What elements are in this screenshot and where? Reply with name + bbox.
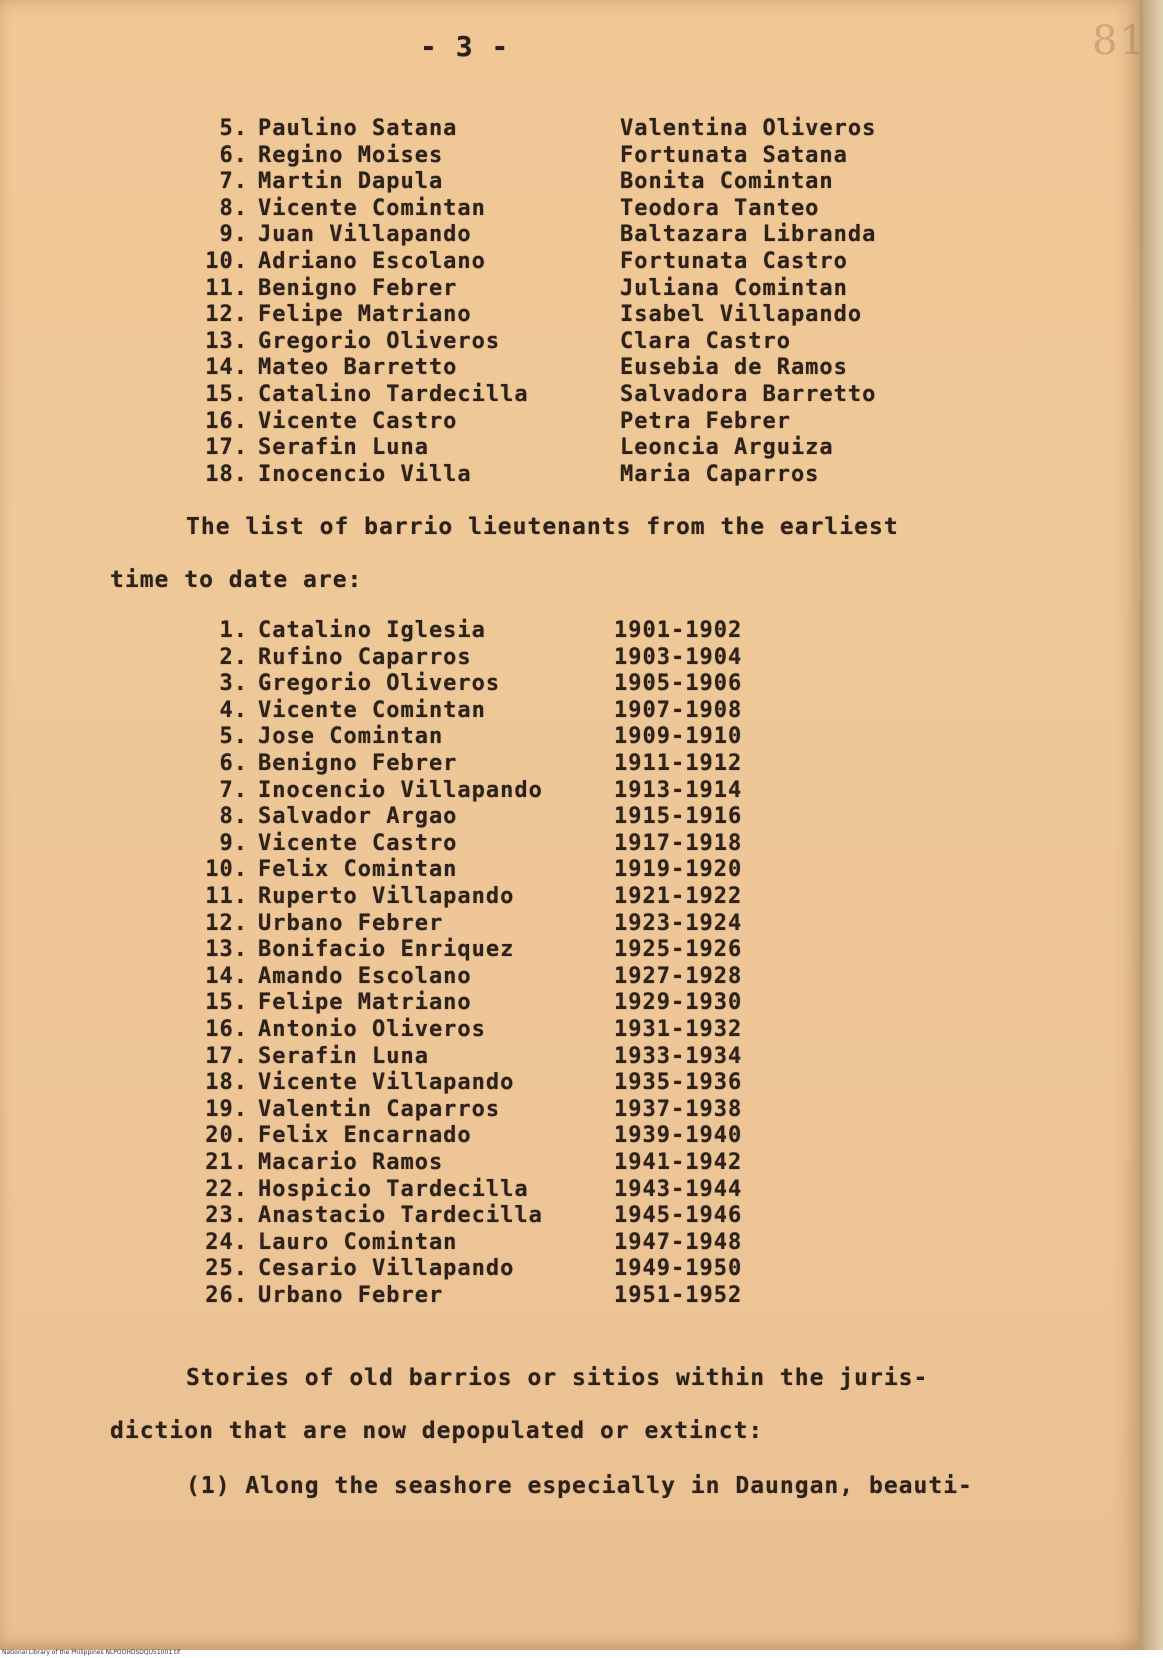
lieutenant-number: 22. — [205, 1176, 248, 1202]
lieutenant-number: 20. — [205, 1123, 248, 1149]
lieutenant-row — [0, 1044, 1140, 1072]
term-years: 1915-1916 — [614, 804, 743, 830]
lieutenant-number: 24. — [205, 1229, 248, 1255]
lieutenant-name: Benigno Febrer — [258, 751, 458, 776]
lieutenant-row — [0, 1177, 1140, 1205]
lieutenant-number: 21. — [205, 1150, 248, 1175]
lieutenant-number: 15. — [205, 990, 248, 1016]
wife-name: Fortunata Satana — [620, 142, 848, 168]
lieutenant-row — [0, 937, 1140, 965]
couple-row — [0, 462, 1140, 490]
lieutenant-name: Valentin Caparros — [258, 1096, 501, 1122]
couple-row — [0, 409, 1140, 437]
term-years: 1913-1914 — [614, 777, 743, 803]
lieutenant-row — [0, 831, 1140, 859]
couple-row — [0, 222, 1140, 250]
couple-number: 8. — [219, 195, 248, 221]
lieutenant-number: 2. — [219, 644, 248, 670]
lieutenant-row — [0, 990, 1140, 1018]
lieutenant-name: Urbano Febrer — [258, 910, 444, 936]
lieutenant-number: 9. — [219, 830, 248, 856]
lieutenant-number: 11. — [205, 884, 248, 909]
lieutenant-row — [0, 1283, 1140, 1311]
lieutenant-number: 7. — [219, 777, 248, 803]
term-years: 1923-1924 — [614, 910, 743, 936]
lieutenant-name: Jose Comintan — [258, 724, 444, 750]
stories-heading-line1: Stories of old barrios or sitios within the juris- — [186, 1365, 929, 1391]
lieutenant-number: 12. — [205, 910, 248, 936]
couple-number: 6. — [219, 142, 248, 168]
husband-name: Vicente Castro — [258, 408, 458, 434]
page-stamp-number: 81 — [1092, 18, 1147, 64]
lieutenant-name: Lauro Comintan — [258, 1229, 458, 1255]
lieutenant-row — [0, 751, 1140, 779]
lieutenant-name: Felipe Matriano — [258, 990, 472, 1016]
husband-name: Felipe Matriano — [258, 302, 472, 328]
husband-name: Inocencio Villa — [258, 461, 472, 487]
lieutenant-number: 5. — [219, 724, 248, 750]
lieutenant-name: Cesario Villapando — [258, 1256, 515, 1282]
wife-name: Bonita Comintan — [620, 169, 834, 195]
term-years: 1937-1938 — [614, 1096, 743, 1122]
term-years: 1919-1920 — [614, 857, 743, 883]
term-years: 1935-1936 — [614, 1070, 743, 1096]
husband-name: Serafin Luna — [258, 435, 429, 461]
lieutenant-row — [0, 698, 1140, 726]
couple-number: 9. — [219, 222, 248, 248]
lieutenants-intro-line2: time to date are: — [110, 567, 363, 593]
wife-name: Maria Caparros — [620, 461, 820, 487]
term-years: 1929-1930 — [614, 990, 743, 1016]
lieutenant-number: 4. — [219, 697, 248, 723]
page-number: - 3 - — [420, 30, 510, 63]
lieutenant-name: Urbano Febrer — [258, 1283, 444, 1308]
husband-name: Mateo Barretto — [258, 355, 458, 381]
couple-row — [0, 382, 1140, 410]
lieutenant-name: Bonifacio Enriquez — [258, 937, 515, 963]
lieutenant-row — [0, 1097, 1140, 1125]
lieutenant-name: Ruperto Villapando — [258, 884, 515, 909]
lieutenant-row — [0, 1230, 1140, 1258]
page-edge — [1140, 0, 1163, 1650]
couple-row — [0, 249, 1140, 277]
couple-row — [0, 196, 1140, 224]
lieutenant-row — [0, 1123, 1140, 1151]
husband-name: Paulino Satana — [258, 116, 458, 141]
lieutenant-name: Macario Ramos — [258, 1150, 444, 1175]
wife-name: Isabel Villapando — [620, 302, 863, 328]
lieutenant-name: Amando Escolano — [258, 963, 472, 989]
couple-number: 16. — [205, 408, 248, 434]
couple-number: 11. — [205, 275, 248, 301]
couple-number: 5. — [219, 116, 248, 141]
lieutenant-number: 1. — [219, 618, 248, 643]
lieutenant-row — [0, 857, 1140, 885]
lieutenant-name: Catalino Iglesia — [258, 618, 486, 643]
term-years: 1947-1948 — [614, 1229, 743, 1255]
lieutenant-row — [0, 911, 1140, 939]
lieutenant-number: 17. — [205, 1043, 248, 1069]
wife-name: Juliana Comintan — [620, 275, 848, 301]
lieutenant-row — [0, 804, 1140, 832]
term-years: 1909-1910 — [614, 724, 743, 750]
lieutenant-row — [0, 1017, 1140, 1045]
couple-number: 15. — [205, 382, 248, 407]
lieutenant-name: Felix Encarnado — [258, 1123, 472, 1149]
lieutenant-name: Vicente Villapando — [258, 1070, 515, 1096]
lieutenant-number: 18. — [205, 1070, 248, 1096]
couple-row — [0, 302, 1140, 330]
term-years: 1903-1904 — [614, 644, 743, 670]
term-years: 1941-1942 — [614, 1150, 743, 1175]
couple-row — [0, 355, 1140, 383]
lieutenant-name: Serafin Luna — [258, 1043, 429, 1069]
lieutenant-row — [0, 884, 1140, 912]
wife-name: Leoncia Arguiza — [620, 435, 834, 461]
wife-name: Eusebia de Ramos — [620, 355, 848, 381]
wife-name: Clara Castro — [620, 328, 791, 354]
couple-row — [0, 143, 1140, 171]
lieutenant-number: 23. — [205, 1203, 248, 1229]
lieutenant-number: 26. — [205, 1283, 248, 1308]
lieutenant-row — [0, 724, 1140, 752]
husband-name: Martin Dapula — [258, 169, 444, 195]
term-years: 1943-1944 — [614, 1176, 743, 1202]
lieutenant-number: 16. — [205, 1017, 248, 1042]
lieutenants-intro-line1: The list of barrio lieutenants from the earliest — [186, 514, 899, 540]
couple-number: 17. — [205, 435, 248, 461]
lieutenant-number: 19. — [205, 1096, 248, 1122]
lieutenant-number: 13. — [205, 937, 248, 963]
lieutenant-number: 14. — [205, 963, 248, 989]
wife-name: Petra Febrer — [620, 408, 791, 434]
couple-number: 14. — [205, 355, 248, 381]
term-years: 1925-1926 — [614, 937, 743, 963]
term-years: 1939-1940 — [614, 1123, 743, 1149]
term-years: 1907-1908 — [614, 697, 743, 723]
husband-name: Gregorio Oliveros — [258, 328, 501, 354]
lieutenant-name: Anastacio Tardecilla — [258, 1203, 543, 1229]
wife-name: Fortunata Castro — [620, 249, 848, 274]
term-years: 1901-1902 — [614, 618, 743, 643]
lieutenant-number: 10. — [205, 857, 248, 883]
lieutenant-row — [0, 778, 1140, 806]
husband-name: Regino Moises — [258, 142, 444, 168]
lieutenant-row — [0, 645, 1140, 673]
lieutenant-row — [0, 1203, 1140, 1231]
term-years: 1921-1922 — [614, 884, 743, 909]
lieutenant-number: 3. — [219, 671, 248, 697]
husband-name: Benigno Febrer — [258, 275, 458, 301]
couple-row — [0, 169, 1140, 197]
wife-name: Teodora Tanteo — [620, 195, 820, 221]
stories-item-1: (1) Along the seashore especially in Daungan, beauti- — [186, 1473, 973, 1499]
term-years: 1949-1950 — [614, 1256, 743, 1282]
couple-number: 18. — [205, 461, 248, 487]
lieutenant-row — [0, 671, 1140, 699]
couple-number: 12. — [205, 302, 248, 328]
lieutenant-number: 8. — [219, 804, 248, 830]
couple-number: 7. — [219, 169, 248, 195]
lieutenant-name: Felix Comintan — [258, 857, 458, 883]
couple-row — [0, 329, 1140, 357]
lieutenant-name: Inocencio Villapando — [258, 777, 543, 803]
term-years: 1951-1952 — [614, 1283, 743, 1308]
couple-row — [0, 276, 1140, 304]
term-years: 1911-1912 — [614, 751, 743, 776]
term-years: 1927-1928 — [614, 963, 743, 989]
lieutenant-row — [0, 1256, 1140, 1284]
term-years: 1917-1918 — [614, 830, 743, 856]
wife-name: Baltazara Libranda — [620, 222, 877, 248]
husband-name: Catalino Tardecilla — [258, 382, 529, 407]
wife-name: Valentina Oliveros — [620, 116, 877, 141]
lieutenant-row — [0, 618, 1140, 646]
couple-row — [0, 435, 1140, 463]
lieutenant-name: Salvador Argao — [258, 804, 458, 830]
lieutenant-row — [0, 1070, 1140, 1098]
lieutenant-number: 25. — [205, 1256, 248, 1282]
husband-name: Juan Villapando — [258, 222, 472, 248]
stories-heading-line2: diction that are now depopulated or extinct: — [110, 1418, 764, 1444]
couple-number: 10. — [205, 249, 248, 274]
lieutenant-number: 6. — [219, 751, 248, 776]
archive-footer: National Library of the Philippines NLPOOHDSDQU51001.tif — [2, 1649, 181, 1656]
lieutenant-name: Vicente Comintan — [258, 697, 486, 723]
husband-name: Adriano Escolano — [258, 249, 486, 274]
lieutenant-name: Gregorio Oliveros — [258, 671, 501, 697]
lieutenant-name: Antonio Oliveros — [258, 1017, 486, 1042]
lieutenant-row — [0, 964, 1140, 992]
lieutenant-name: Vicente Castro — [258, 830, 458, 856]
lieutenant-row — [0, 1150, 1140, 1178]
lieutenant-name: Rufino Caparros — [258, 644, 472, 670]
couple-number: 13. — [205, 328, 248, 354]
term-years: 1931-1932 — [614, 1017, 743, 1042]
term-years: 1933-1934 — [614, 1043, 743, 1069]
lieutenant-name: Hospicio Tardecilla — [258, 1176, 529, 1202]
wife-name: Salvadora Barretto — [620, 382, 877, 407]
husband-name: Vicente Comintan — [258, 195, 486, 221]
couple-row — [0, 116, 1140, 144]
term-years: 1945-1946 — [614, 1203, 743, 1229]
term-years: 1905-1906 — [614, 671, 743, 697]
